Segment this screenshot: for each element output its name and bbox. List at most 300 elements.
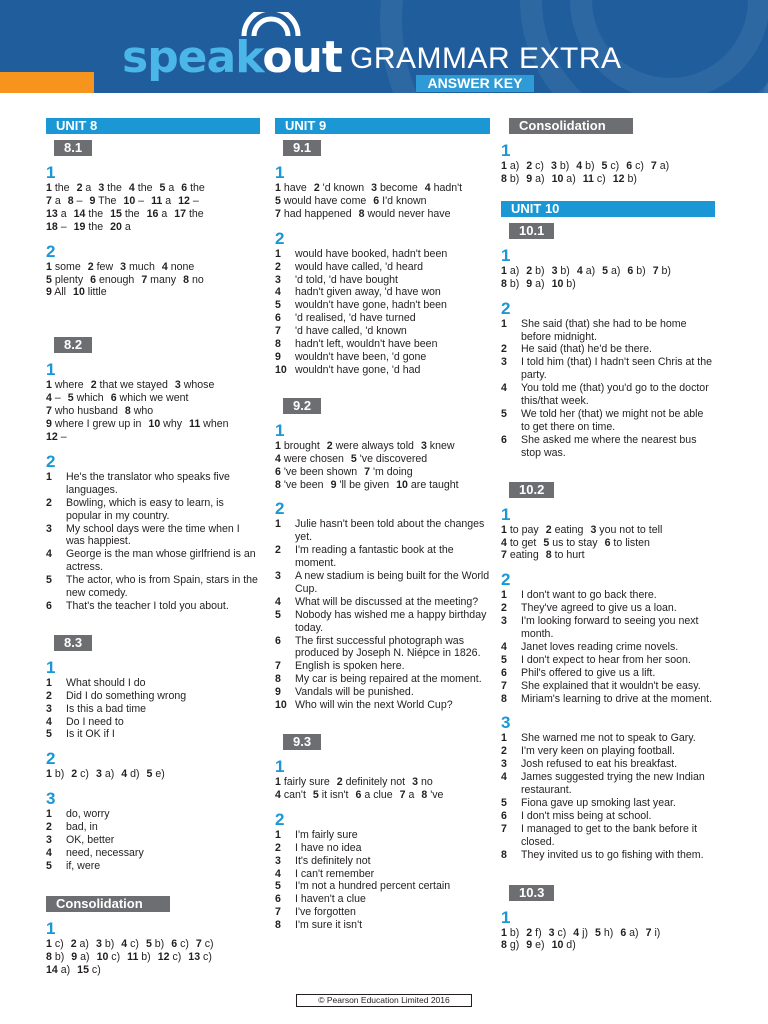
answer-text: I have no idea <box>295 841 362 854</box>
answer-item <box>275 261 490 274</box>
answer-text: She warned me not to speak to Gary. <box>521 732 696 745</box>
answer-text: a) <box>101 768 115 781</box>
answer-number: 7 <box>501 679 507 692</box>
answer-item <box>501 797 715 810</box>
answer-text: I'd known <box>379 194 427 207</box>
answer-number: 6 <box>373 194 380 207</box>
header-banner <box>0 0 768 93</box>
answer-number: 2 <box>46 496 52 509</box>
answer-number: 12 <box>157 950 170 963</box>
answer-number: 9 <box>46 286 52 299</box>
answer-text: – <box>135 194 145 207</box>
section-block <box>275 734 490 932</box>
answer-text: were always told <box>332 439 414 452</box>
exercise-number: 1 <box>275 757 285 776</box>
answer-number: 2 <box>76 182 83 194</box>
answer-text: enough <box>96 273 135 286</box>
answer-line <box>275 453 490 466</box>
answer-item <box>46 600 260 613</box>
exercise-block <box>501 714 715 861</box>
answer-number: 2 <box>313 182 320 194</box>
answer-text: Who will win the next World Cup? <box>295 699 453 712</box>
answer-number: 2 <box>326 439 333 452</box>
answer-number: 4 <box>128 182 135 194</box>
exercise-block <box>501 571 715 705</box>
answer-text: Is this a bad time <box>66 702 147 715</box>
answer-line <box>46 208 260 221</box>
answer-text: hadn't <box>430 182 463 194</box>
answer-number: 5 <box>543 536 550 549</box>
answer-text: a <box>57 207 67 220</box>
answer-number: 4 <box>161 260 168 273</box>
answer-number: 1 <box>46 182 52 194</box>
answer-number: 8 <box>275 673 281 686</box>
answer-number: 2 <box>526 926 533 939</box>
answer-text: b) <box>624 172 637 185</box>
answer-number: 7 <box>645 926 652 939</box>
answer-text: I'm not a hundred percent certain <box>295 880 451 893</box>
answer-number: 3 <box>550 160 557 172</box>
answer-number: 6 <box>627 264 634 277</box>
answer-number: 4 <box>121 937 128 950</box>
answer-text: I don't expect to hear from her soon. <box>521 653 691 666</box>
answer-number: 3 <box>275 570 281 583</box>
section-block <box>275 398 490 712</box>
answer-text: Is it OK if I <box>66 728 115 741</box>
answer-number: 3 <box>46 522 52 535</box>
answer-item <box>275 299 490 312</box>
answer-number: 3 <box>46 834 52 847</box>
unit-heading: UNIT 8 <box>46 118 260 134</box>
answer-number: 7 <box>275 660 281 673</box>
answer-number: 7 <box>652 264 659 277</box>
answer-text: Janet loves reading crime novels. <box>521 640 679 653</box>
answer-text: h) <box>600 926 614 939</box>
answer-line <box>501 265 715 278</box>
answer-number: 10 <box>73 286 85 299</box>
answer-number: 3 <box>501 615 507 628</box>
answer-line <box>46 418 260 431</box>
answer-text: b) <box>582 160 595 172</box>
answer-number: 8 <box>46 950 52 963</box>
answer-number: 1 <box>275 518 281 531</box>
answer-line <box>46 195 260 208</box>
answer-line <box>46 964 260 977</box>
answer-text: A new stadium is being built for the World Cup. <box>295 570 490 595</box>
answer-text: I don't miss being at school. <box>521 809 652 822</box>
answer-item <box>275 686 490 699</box>
answer-number: 6 <box>275 634 281 647</box>
answer-text: which <box>73 392 104 405</box>
answer-item <box>275 829 490 842</box>
answer-text: 'm doing <box>370 465 413 478</box>
answer-text: bad, in <box>66 821 98 834</box>
answer-number: 20 <box>110 220 122 233</box>
answer-number: 5 <box>312 788 319 801</box>
answer-text: She asked me where the nearest bus stop was. <box>521 433 697 459</box>
section-heading: Consolidation <box>46 896 170 912</box>
answer-text: d) <box>563 939 576 952</box>
answer-number: 4 <box>501 382 507 395</box>
answer-number: 3 <box>275 273 281 286</box>
answer-number: 6 <box>501 809 507 822</box>
answer-text: 'll be given <box>336 478 390 491</box>
exercise-block <box>46 164 260 234</box>
column-unit-9 <box>275 118 490 932</box>
answer-text: the <box>121 207 140 220</box>
answer-item <box>46 808 260 821</box>
answer-number: 1 <box>501 732 507 745</box>
answer-number: 7 <box>46 405 52 418</box>
answer-line <box>275 182 490 195</box>
brand-logo <box>122 32 342 83</box>
answer-number: 18 <box>46 220 58 233</box>
answer-item <box>275 893 490 906</box>
answer-number: 4 <box>275 286 281 299</box>
answer-text: if, were <box>66 859 101 872</box>
answer-text: a clue <box>361 788 393 801</box>
section-heading: 8.3 <box>54 635 92 651</box>
answer-number: 13 <box>188 950 201 963</box>
answer-number: 9 <box>526 277 533 290</box>
answer-number: 14 <box>73 207 86 220</box>
exercise-block <box>46 243 260 300</box>
answer-line <box>46 392 260 405</box>
answer-item <box>275 673 490 686</box>
answer-number: 3 <box>95 768 102 781</box>
answer-text: the <box>51 182 70 194</box>
answer-number: 6 <box>275 465 281 478</box>
answer-text: b) <box>151 937 165 950</box>
answer-text: c) <box>554 926 567 939</box>
answer-item <box>46 716 260 729</box>
answer-item <box>501 343 715 356</box>
answer-text: a) <box>532 172 545 185</box>
answer-text: Julie hasn't been told about the changes yet. <box>295 518 485 544</box>
answer-text: b) <box>506 277 520 290</box>
answer-number: 1 <box>46 379 52 392</box>
answer-number: 11 <box>151 194 163 207</box>
exercise-block <box>46 920 260 977</box>
exercise-number: 1 <box>46 918 56 938</box>
section-block <box>501 482 715 862</box>
exercise-number: 2 <box>275 499 285 519</box>
answer-number: 5 <box>145 937 152 950</box>
exercise-block <box>46 750 260 781</box>
answer-item <box>501 356 715 382</box>
answer-line <box>501 160 715 173</box>
answer-text: who <box>130 405 154 418</box>
answer-item <box>275 351 490 364</box>
answer-number: 7 <box>46 194 52 207</box>
answer-item <box>275 364 490 377</box>
answer-number: 5 <box>601 160 608 172</box>
answer-item <box>275 286 490 299</box>
answer-number: 1 <box>501 589 507 602</box>
answer-number: 2 <box>336 776 343 788</box>
answer-number: 1 <box>501 926 507 939</box>
answer-number: 9 <box>89 194 96 207</box>
answer-number: 5 <box>602 264 609 277</box>
answer-number: 3 <box>551 264 558 277</box>
answer-text: I can't remember <box>295 867 375 880</box>
brand-out: out <box>262 32 342 83</box>
section-heading: 10.3 <box>509 885 554 901</box>
answer-line <box>46 951 260 964</box>
answer-text: Vandals will be punished. <box>295 686 414 699</box>
answer-text: that we stayed <box>96 379 168 392</box>
answer-number: 7 <box>501 822 507 835</box>
answer-number: 1 <box>275 828 281 841</box>
answer-number: 4 <box>46 548 52 561</box>
answer-number: 1 <box>275 247 281 260</box>
answer-item <box>501 693 715 706</box>
column-unit-8 <box>46 118 260 977</box>
answer-number: 1 <box>46 260 52 273</box>
answer-text: I managed to get to the bank before it closed. <box>521 822 698 848</box>
answer-item <box>501 408 715 434</box>
answer-number: 8 <box>358 207 365 220</box>
exercise-block <box>275 422 490 492</box>
answer-number: 5 <box>275 608 281 621</box>
answer-line <box>275 440 490 453</box>
answer-text: James suggested trying the new Indian restaurant. <box>521 771 705 797</box>
exercise-block <box>275 164 490 221</box>
section-heading: 10.2 <box>509 482 554 498</box>
answer-item <box>275 325 490 338</box>
answer-number: 3 <box>98 182 105 194</box>
answer-number: 4 <box>501 771 507 784</box>
answer-text: i) <box>651 926 661 939</box>
answer-text: the <box>85 207 104 220</box>
answer-number: 4 <box>501 640 507 653</box>
answer-number: 4 <box>46 392 52 405</box>
answer-text: My car is being repaired at the moment. <box>295 673 482 686</box>
answer-item <box>275 660 490 673</box>
answer-item <box>46 834 260 847</box>
column-unit-10 <box>501 118 715 952</box>
answer-item <box>501 667 715 680</box>
answer-text: English is spoken here. <box>295 660 405 673</box>
answer-number: 10 <box>396 478 408 491</box>
answer-text: a) <box>506 264 520 277</box>
exercise-number: 3 <box>501 713 511 733</box>
answer-number: 4 <box>501 536 507 549</box>
answer-text: b) <box>51 768 65 781</box>
answer-line <box>275 195 490 208</box>
answer-item <box>275 312 490 325</box>
answer-text: c) <box>607 160 620 172</box>
answer-text: a) <box>582 264 596 277</box>
answer-text: b) <box>563 277 576 290</box>
answer-text: a <box>162 194 172 207</box>
answer-line <box>501 537 715 550</box>
exercise-block <box>501 142 715 186</box>
answer-number: 13 <box>46 207 58 220</box>
answer-number: 8 <box>501 848 507 861</box>
answer-line <box>501 524 715 537</box>
answer-number: 5 <box>501 797 507 809</box>
answer-text: wouldn't have gone, hadn't been <box>295 299 447 312</box>
answer-number: 5 <box>275 299 281 312</box>
answer-number: 2 <box>526 264 533 277</box>
section-block <box>46 896 260 977</box>
answer-text: some <box>51 260 81 273</box>
answer-text: c) <box>593 172 606 185</box>
answer-text: The actor, who is from Spain, stars in the new comedy. <box>66 574 258 600</box>
answer-item <box>275 596 490 609</box>
answer-number: 6 <box>620 926 627 939</box>
answer-number: 10 <box>96 950 109 963</box>
answer-text: I'm fairly sure <box>295 828 358 841</box>
answer-text: b) <box>557 264 570 277</box>
answer-text: would have booked, hadn't been <box>295 247 448 260</box>
answer-number: 7 <box>275 207 281 220</box>
answer-text: c) <box>88 963 101 976</box>
answer-number: 6 <box>171 937 178 950</box>
answer-line <box>46 261 260 274</box>
answer-number: 3 <box>420 439 427 452</box>
answer-line <box>501 927 715 940</box>
answer-text: I've forgotten <box>295 906 356 919</box>
answer-text: b) <box>101 937 115 950</box>
answer-text: d) <box>127 768 140 781</box>
answer-number: 1 <box>275 439 281 452</box>
answer-number: 9 <box>330 478 337 491</box>
answer-text: c) <box>632 160 644 172</box>
answer-number: 5 <box>46 273 52 286</box>
answer-text: j) <box>579 926 589 939</box>
answer-item <box>275 868 490 881</box>
answer-text: The first successful photograph was produced by Joseph N. Niépce in 1826. <box>295 634 481 660</box>
exercise-number: 2 <box>501 298 511 318</box>
section-block <box>501 118 715 186</box>
answer-number: 6 <box>90 273 97 286</box>
answer-number: 10 <box>123 194 136 207</box>
answer-item <box>46 728 260 741</box>
answer-text: c) <box>51 937 64 950</box>
section-block <box>501 223 715 460</box>
exercise-number: 1 <box>275 163 285 182</box>
answer-number: 8 <box>275 478 281 491</box>
answer-number: 1 <box>501 160 507 172</box>
answer-text: I'm sure it isn't <box>295 919 363 932</box>
answer-item <box>501 615 715 641</box>
answer-text: wouldn't have gone, 'd had <box>295 363 421 376</box>
answer-text: a) <box>532 277 545 290</box>
answer-number: 6 <box>626 160 633 172</box>
exercise-block <box>46 659 260 742</box>
answer-number: 1 <box>501 264 507 277</box>
exercise-block <box>501 506 715 563</box>
answer-number: 7 <box>275 906 281 919</box>
answer-text: OK, better <box>66 834 115 847</box>
answer-text: have <box>280 182 307 194</box>
exercise-number: 3 <box>46 789 56 809</box>
answer-number: 4 <box>275 867 281 880</box>
answer-item <box>46 471 260 497</box>
answer-number: 8 <box>501 692 507 705</box>
answer-text: You told me (that) you'd go to the doctor this/that week. <box>521 382 709 408</box>
answer-item <box>501 602 715 615</box>
answer-number: 3 <box>501 758 507 771</box>
answer-number: 6 <box>501 433 507 446</box>
answer-number: 4 <box>121 768 128 781</box>
answer-item <box>275 338 490 351</box>
answer-text: b) <box>51 950 65 963</box>
answer-text: I'm looking forward to seeing you next month. <box>521 615 699 641</box>
answer-item <box>275 919 490 932</box>
answer-text: eating <box>506 549 539 562</box>
answer-text: b) <box>633 264 646 277</box>
answer-line <box>501 278 715 291</box>
exercise-number: 2 <box>46 451 56 471</box>
answer-text: when <box>200 418 229 431</box>
answer-number: 4 <box>275 595 281 608</box>
answer-text: f) <box>532 926 542 939</box>
answer-number: 5 <box>501 653 507 666</box>
section-block <box>501 885 715 953</box>
answer-number: 2 <box>501 602 507 615</box>
answer-item <box>275 274 490 287</box>
answer-number: 9 <box>71 950 78 963</box>
answer-text: – <box>73 194 83 207</box>
unit-block <box>501 118 715 186</box>
answer-text: b) <box>506 172 520 185</box>
answer-text: would have called, 'd heard <box>295 260 424 273</box>
answer-text: none <box>167 260 195 273</box>
answer-number: 8 <box>501 172 507 185</box>
answer-text: can't <box>280 788 306 801</box>
answer-text: 'd told, 'd have bought <box>295 273 398 286</box>
answer-item <box>275 842 490 855</box>
answer-line <box>275 208 490 221</box>
answer-text: b) <box>658 264 671 277</box>
answer-line <box>46 768 260 781</box>
answer-number: 2 <box>501 343 507 356</box>
answer-text: All <box>51 286 67 299</box>
answer-item <box>275 518 490 544</box>
answer-number: 5 <box>46 859 52 872</box>
answer-line <box>275 466 490 479</box>
answer-item <box>501 745 715 758</box>
section-block <box>46 635 260 873</box>
answer-number: 11 <box>127 950 139 963</box>
answer-number: 2 <box>275 841 281 854</box>
section-block <box>275 140 490 377</box>
answer-text: a <box>121 220 131 233</box>
answer-number: 5 <box>159 182 166 194</box>
answer-text: 'd known <box>319 182 365 194</box>
answer-number: 8 <box>501 277 507 290</box>
answer-text: a) <box>656 160 670 172</box>
exercise-number: 2 <box>46 749 56 769</box>
answer-number: 2 <box>87 260 94 273</box>
answer-number: 3 <box>371 182 378 194</box>
answer-text: would have come <box>280 194 367 207</box>
answer-item <box>501 654 715 667</box>
exercise-block <box>275 811 490 932</box>
answer-item <box>46 847 260 860</box>
answer-number: 10 <box>275 363 287 376</box>
exercise-number: 2 <box>275 228 285 248</box>
answer-text: would never have <box>364 207 451 220</box>
answer-number: 1 <box>275 182 281 194</box>
answer-number: 7 <box>141 273 148 286</box>
answer-text: to listen <box>610 536 650 549</box>
answer-text: Josh refused to eat his breakfast. <box>521 758 678 771</box>
answer-number: 3 <box>412 776 419 788</box>
